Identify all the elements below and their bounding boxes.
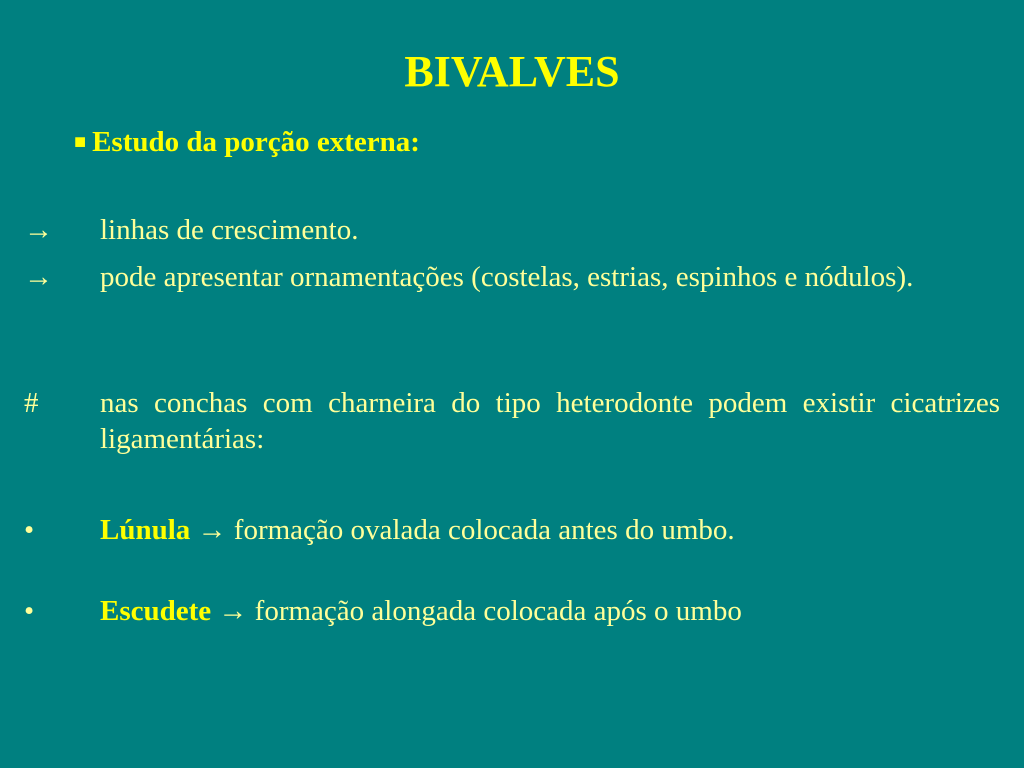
item-text: linhas de crescimento. (100, 214, 359, 246)
square-bullet-icon: ■ (74, 131, 87, 153)
item-text: formação ovalada colocada antes do umbo. (233, 514, 735, 546)
item-text: nas conchas com charneira do tipo heterodonte podem existir cicatrizes ligamentárias: (100, 387, 1000, 455)
section-subheading (74, 124, 420, 160)
item-ornamentation (24, 259, 1000, 295)
subheading-text: Estudo da porção externa: (92, 126, 420, 158)
hash-marker: # (24, 387, 39, 419)
item-text: pode apresentar ornamentações (costelas, estrias, espinhos e nódulos). (100, 261, 914, 293)
term-lunula: Lúnula (100, 514, 191, 546)
slide-title: BIVALVES (404, 47, 620, 96)
term-escudete: Escudete (100, 595, 212, 627)
item-escudete (24, 593, 1000, 629)
bullet-icon: • (24, 595, 35, 627)
arrow-icon: → (218, 595, 248, 627)
arrow-icon: → (197, 514, 227, 546)
item-growth-lines (24, 212, 1000, 248)
item-ligament-scars (24, 385, 1000, 457)
bullet-icon: • (24, 514, 35, 546)
arrow-icon: → (24, 261, 53, 293)
item-lunula (24, 512, 1000, 548)
arrow-icon: → (24, 214, 53, 246)
item-text: formação alongada colocada após o umbo (254, 595, 742, 627)
